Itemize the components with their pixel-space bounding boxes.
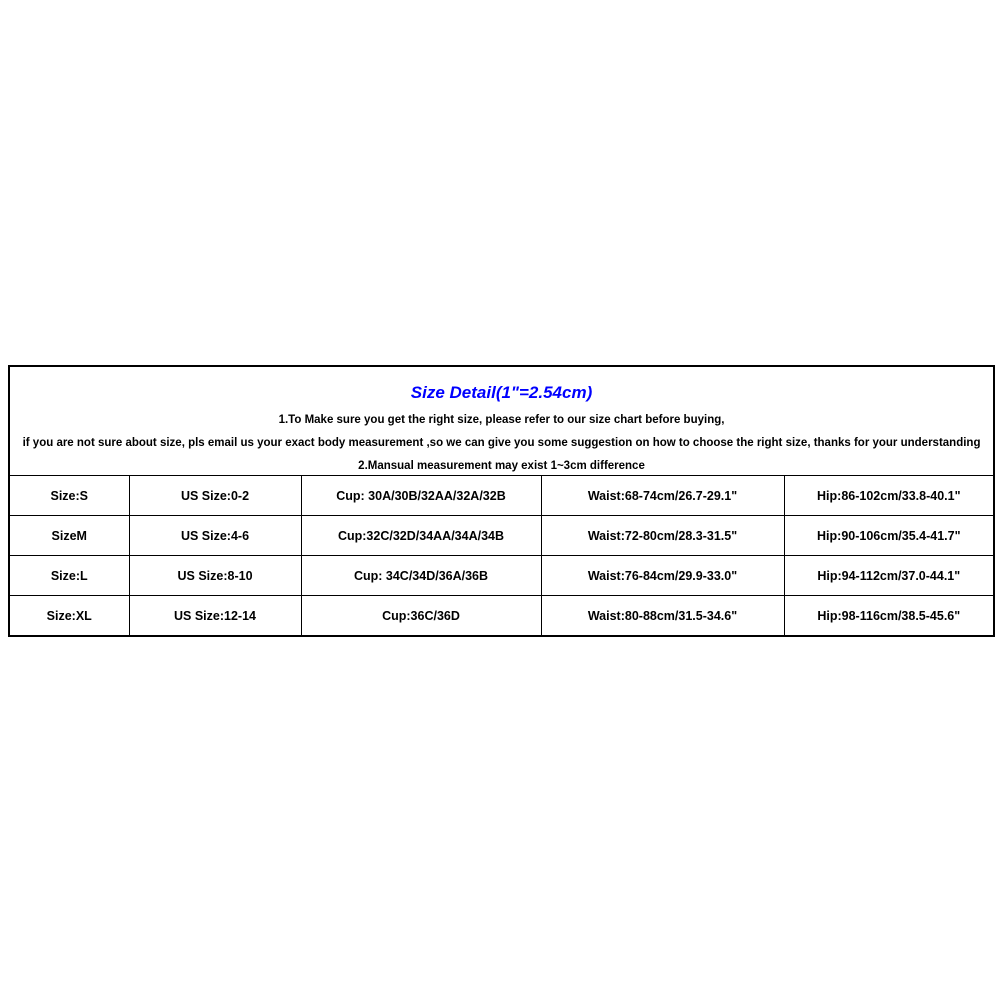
- size-label-cell: Size:L: [9, 556, 129, 596]
- hip-cell: Hip:90-106cm/35.4-41.7": [784, 516, 994, 556]
- table-row-size-m: [9, 516, 994, 556]
- size-label-cell: Size:XL: [9, 596, 129, 637]
- size-chart-table: [8, 365, 995, 637]
- size-chart-header: [9, 366, 994, 476]
- size-label-cell: Size:S: [9, 476, 129, 516]
- waist-cell: Waist:80-88cm/31.5-34.6": [541, 596, 784, 637]
- cup-cell: Cup:36C/36D: [301, 596, 541, 637]
- hip-cell: Hip:98-116cm/38.5-45.6": [784, 596, 994, 637]
- table-row-size-xl: [9, 596, 994, 637]
- waist-cell: Waist:68-74cm/26.7-29.1": [541, 476, 784, 516]
- cup-cell: Cup: 34C/34D/36A/36B: [301, 556, 541, 596]
- table-row-size-l: [9, 556, 994, 596]
- size-chart-header-row: [9, 366, 994, 476]
- size-detail-title: Size Detail(1"=2.54cm): [410, 383, 593, 402]
- waist-cell: Waist:72-80cm/28.3-31.5": [541, 516, 784, 556]
- hip-cell: Hip:94-112cm/37.0-44.1": [784, 556, 994, 596]
- note-line-1: 1.To Make sure you get the right size, please refer to our size chart before buying,: [278, 414, 725, 426]
- hip-cell: Hip:86-102cm/33.8-40.1": [784, 476, 994, 516]
- table-row-size-s: [9, 476, 994, 516]
- us-size-cell: US Size:12-14: [129, 596, 301, 637]
- note-line-3: 2.Mansual measurement may exist 1~3cm difference: [358, 460, 645, 472]
- waist-cell: Waist:76-84cm/29.9-33.0": [541, 556, 784, 596]
- us-size-cell: US Size:0-2: [129, 476, 301, 516]
- us-size-cell: US Size:4-6: [129, 516, 301, 556]
- cup-cell: Cup:32C/32D/34AA/34A/34B: [301, 516, 541, 556]
- us-size-cell: US Size:8-10: [129, 556, 301, 596]
- note-line-2: if you are not sure about size, pls email us your exact body measurement ,so we can give you some suggestion on how to choose the right size, thanks for your understanding: [22, 437, 981, 449]
- cup-cell: Cup: 30A/30B/32AA/32A/32B: [301, 476, 541, 516]
- size-label-cell: SizeM: [9, 516, 129, 556]
